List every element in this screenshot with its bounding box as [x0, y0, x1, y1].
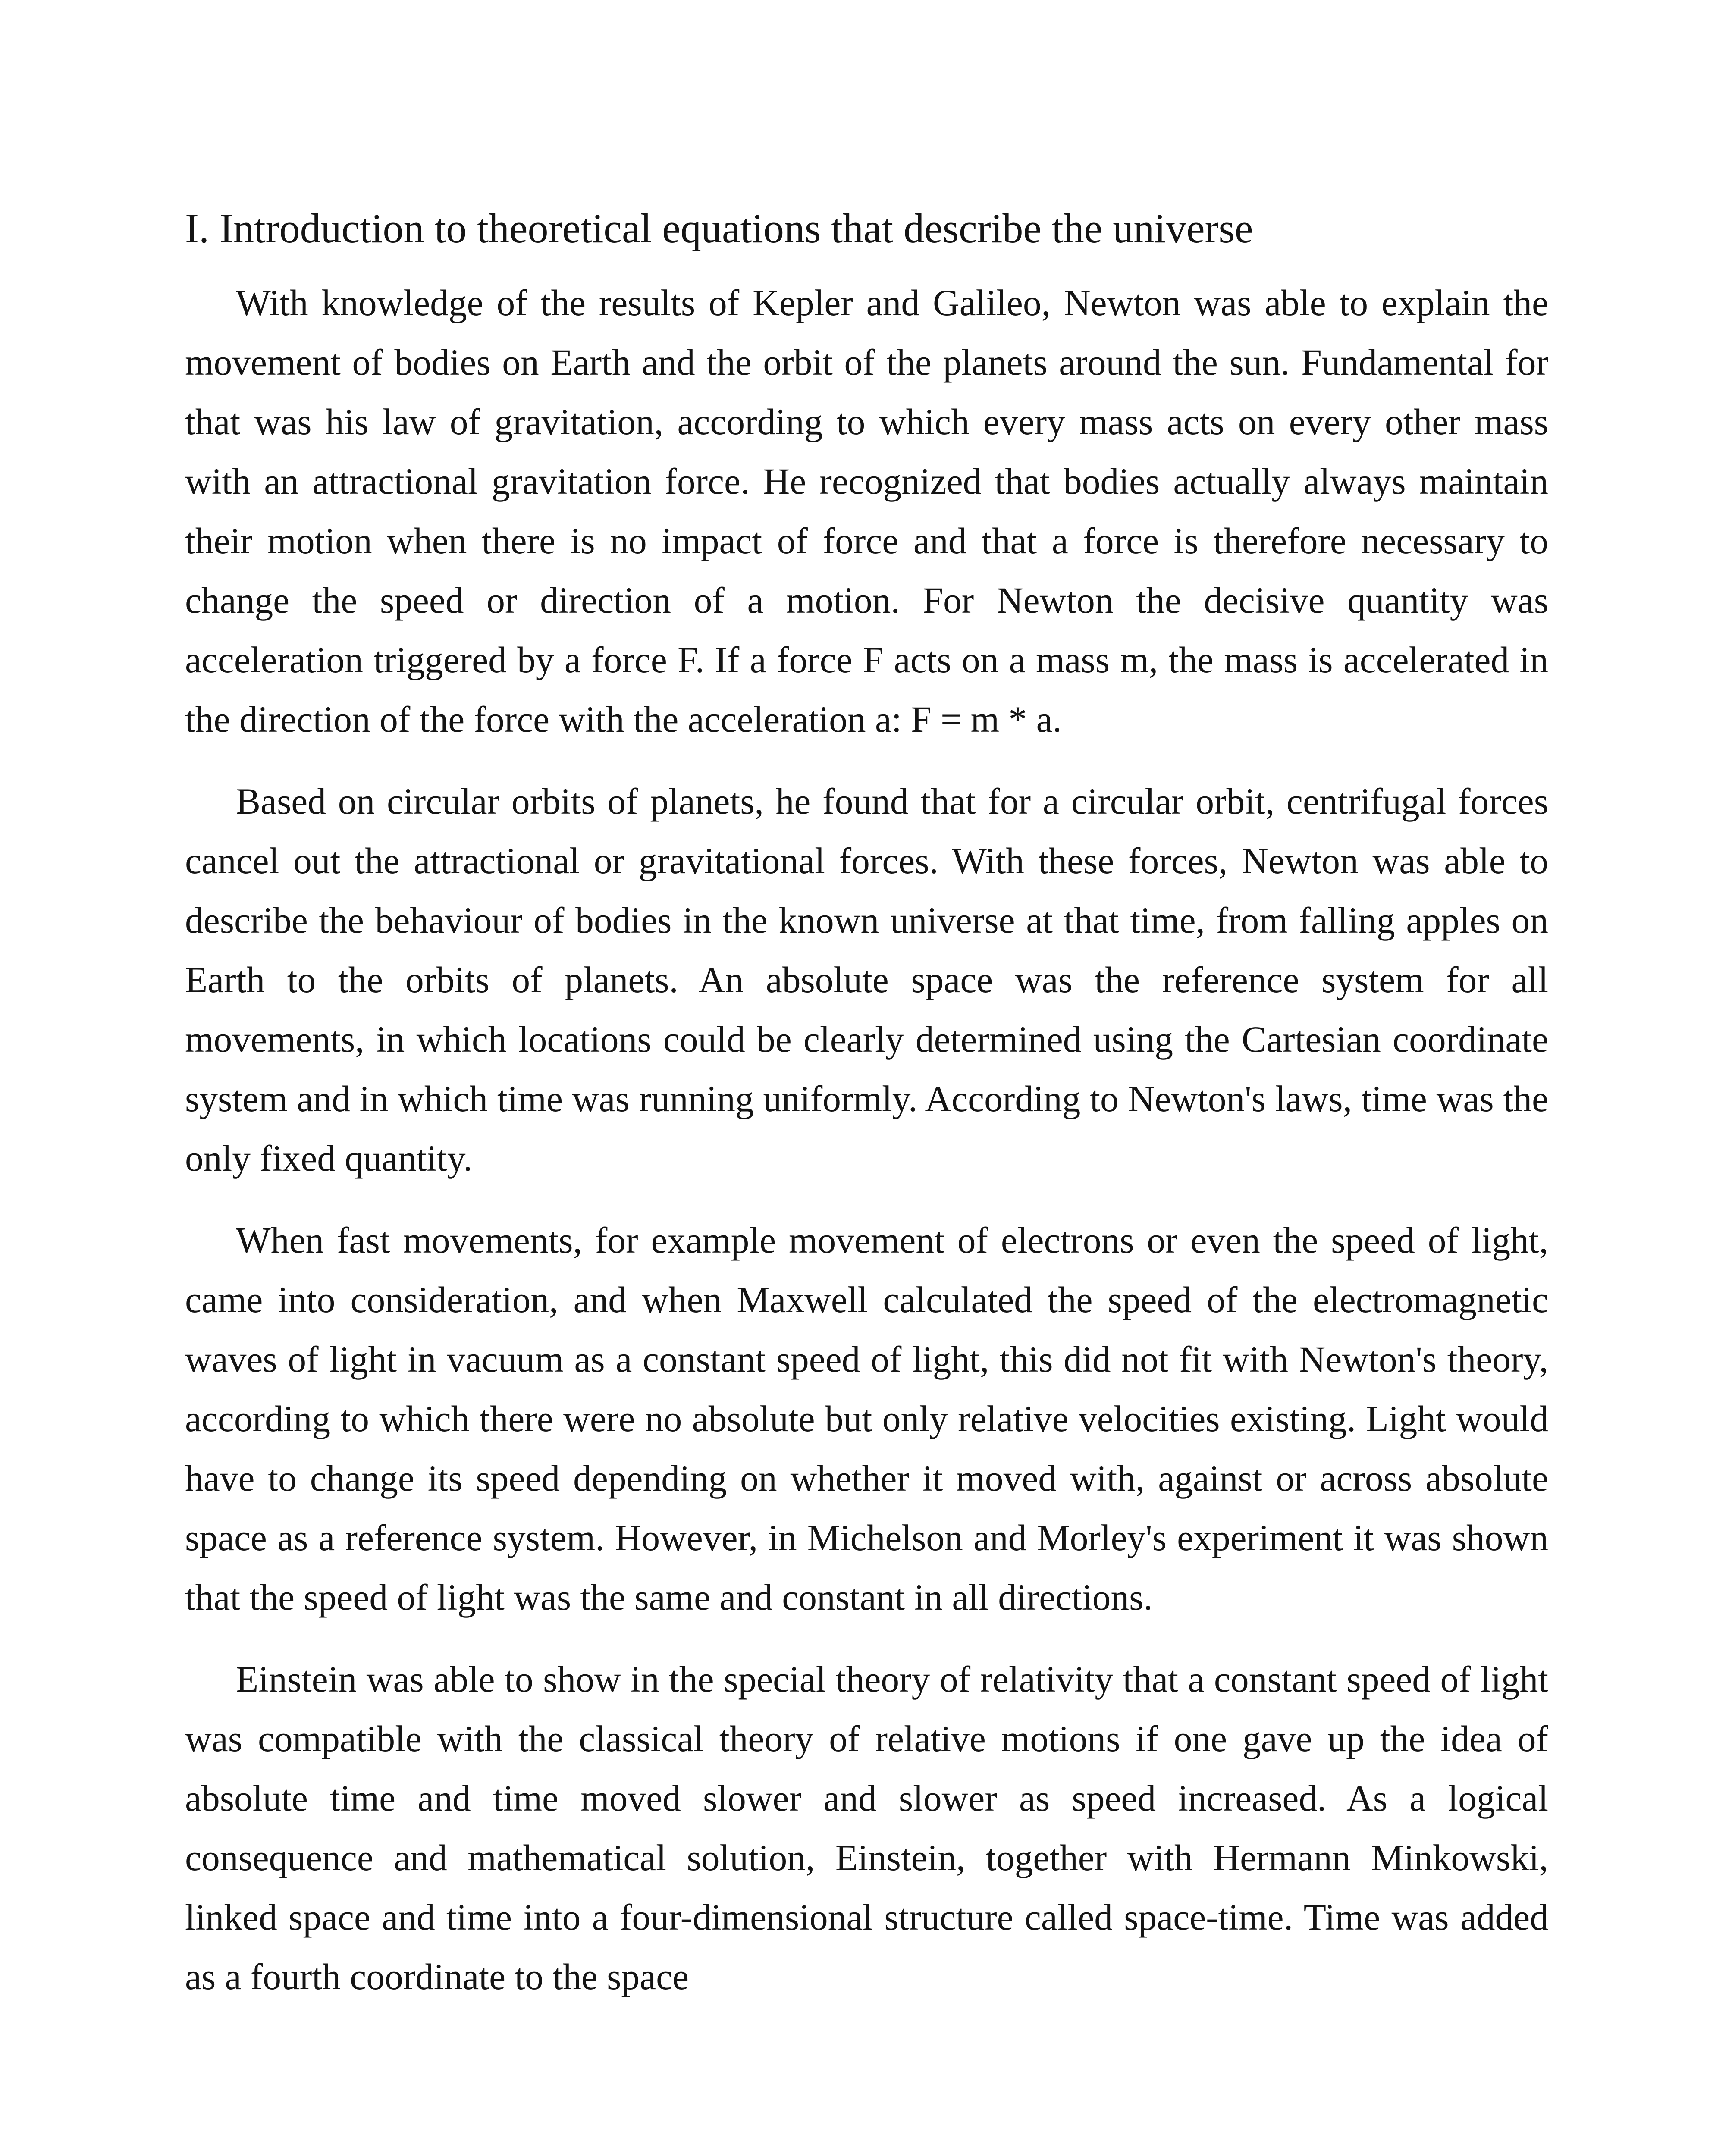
paragraph-einstein-relativity: Einstein was able to show in the special theory of relativity that a constant speed of light was compatible with the classical theory of relative motions if one gave up the idea of absolute time and time moved slower and slower as speed increased. As a logical consequence and mathematical solution, Einstein, together with Hermann Minkowski, linked space and time into a four-dimensional structure called space-time. Time was added as a fourth coordinate to the space: [185, 1659, 1548, 1997]
paragraph-newton-gravitation: With knowledge of the results of Kepler and Galileo, Newton was able to explain the movement of bodies on Earth and the orbit of the planets around the sun. Fundamental for that was his law of gravitation, according to which every mass acts on every other mass with an attractional gravitation force. He recognized that bodies actually always maintain their motion when there is no impact of force and that a force is therefore necessary to change the speed or direction of a motion. For Newton the decisive quantity was acceleration triggered by a force F. If a force F acts on a mass m, the mass is accelerated in the direction of the force with the acceleration a: F = m * a.: [185, 283, 1548, 740]
page-body: [185, 203, 1548, 2029]
paragraph-circular-orbits: Based on circular orbits of planets, he found that for a circular orbit, centrifugal forces cancel out the attractional or gravitational forces. With these forces, Newton was able to describe the behaviour of bodies in the known universe at that time, from falling apples on Earth to the orbits of planets. An absolute space was the reference system for all movements, in which locations could be clearly determined using the Cartesian coordinate system and in which time was running uniformly. According to Newton's laws, time was the only fixed quantity.: [185, 781, 1548, 1179]
section-heading: I. Introduction to theoretical equations that describe the universe: [185, 205, 1253, 251]
paragraph-speed-of-light: When fast movements, for example movement of electrons or even the speed of light, came into consideration, and when Maxwell calculated the speed of the electromagnetic waves of light in vacuum as a constant speed of light, this did not fit with Newton's theory, according to which there were no absolute but only relative velocities existing. Light would have to change its speed depending on whether it moved with, against or across absolute space as a reference system. However, in Michelson and Morley's experiment it was shown that the speed of light was the same and constant in all directions.: [185, 1220, 1548, 1618]
